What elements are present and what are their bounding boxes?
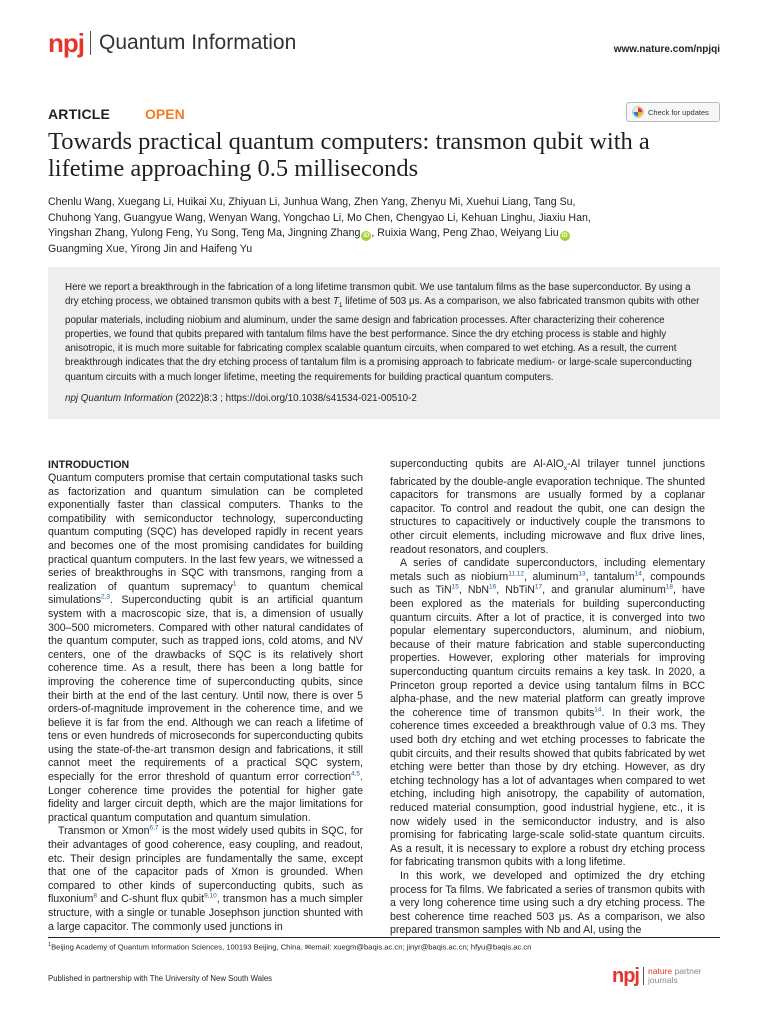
journal-logo[interactable]: [48, 30, 296, 56]
article-meta-row: [48, 106, 720, 126]
journal-header: [48, 30, 720, 64]
paragraph: In this work, we developed and optimized the dry etching process for Ta films. We fabricated a series of transmon qubits with a very long coherence time using such a dry etching process. The best coherence time reached 503 μs. As a comparison, we also prepared transmon samples with Nb and Al, using the: [390, 869, 705, 937]
article-type-label: ARTICLE: [48, 106, 111, 122]
abstract-citation: npj Quantum Information (2022)8:3 ; https://doi.org/10.1038/s41534-021-00510-2: [65, 393, 417, 405]
author-line: Guangming Xue, Yirong Jin and Haifeng Yu: [48, 242, 253, 255]
reference-link[interactable]: 14: [634, 570, 642, 578]
reference-link[interactable]: 1: [232, 580, 237, 588]
author-line: Chuhong Yang, Guangyue Wang, Wenyan Wang, Yongchao Li, Mo Chen, Chengyao Li, Kehuan Linghu, Jiaxiu Han,: [48, 211, 591, 224]
logo-divider: [90, 31, 91, 55]
orcid-icon[interactable]: iD: [561, 233, 568, 239]
envelope-icon: ✉: [304, 942, 312, 952]
check-updates-icon: [632, 106, 644, 118]
paragraph: Quantum computers promise that certain computational tasks such as factorization and quantum simulation can be completed exponentially faster than classical computers. Thanks to the compatibility with semiconductor technology, superconducting quantum computing (SQC) has developed rapidly in recent years and becomes one of the most promising candidates for building practical quantum computers. In the last few years, we witnessed a series of breakthroughs in SQC with transmons, ranging from a realization of quantum supremacy$^1$ to quantum chemical simulations$^{2,3}$. Superconducting qubit is an artificial quantum system with a macroscopic size, that is, a dimension of usually 300–500 micrometers. Compared with other natural candidates of the quantum computer, such as trapped ions, cold atoms, and NV centers, one of the drawbacks of SQC is its relatively short coherence time. As a result, there has been a long battle for improving the coherence time of superconducting qubits, since their birth at the end of the last century. Until now, there is over 5 orders-of-magnitude improvement in the coherence time, and we believe it is far from the end. Although we can reach a lifetime of tens or even hundreds of microseconds for superconducting qubits using the state-of-the-art transmon design and fabrications, it still cannot meet the requirements of a practical SQC system, especially for the error threshold of quantum error correction$^{4,5}$. Longer coherence time provides the potential for higher gate fidelity and larger circuit depth, which are the major limitations for practical quantum computation and quantum simulation.: [48, 472, 363, 824]
author-line: Yingshan Zhang, Yulong Feng, Yu Song, Teng Ma, Jingning Zhang iD , Ruixia Wang, Peng Zhao, Weiyang Liu iD: [48, 227, 568, 239]
paragraph: A series of candidate superconductors, including elementary metals such as niobium$^{11,12}$, aluminum$^{13}$, tantalum$^{14}$, compounds such as TiN$^{15}$, NbN$^{16}$, NbTiN$^{17}$, and granular aluminum$^{18}$, have been explored as the materials for building superconducting quantum circuits. After a lot of practice, it is converged into two popular elementary superconductors, aluminum, and niobium, because of their mature fabrication and stable superconducting properties. However, exploring other materials for improving superconducting quantum circuits remains a key task. In 2020, a Princeton group reported a device using tantalum films in BCC alpha-phase, and the new material platform can greatly improve the coherence time of transmon qubits$^{14}$. In their work, the coherence times exceeded a breakthrough value of 0.3 ms. They used both dry etching and wet etching processes to fabricate the qubit circuits, and their results showed that qubits fabricated by wet etching were better than those by dry etching. However, as dry etching technology has a lot of advantages when compared to wet etching, including high anisotropy, the capability of automation, reduced material consumption, good industrial hygiene, etc., it is now widely used in the semiconductor industry, and is also promising for fabricating large-scale solid-state quantum circuits. As a result, it is necessary to explore a robust dry etching process for fabricating transmon qubits with a long lifetime.: [390, 557, 706, 869]
reference-link[interactable]: 6,7: [149, 824, 159, 832]
section-heading: INTRODUCTION: [48, 459, 130, 471]
reference-link[interactable]: 4,5: [351, 770, 361, 778]
footer-partnership: Published in partnership with The University of New South Wales: [48, 974, 273, 983]
site-url-link[interactable]: www.nature.com/npjqi: [613, 44, 720, 55]
paragraph: superconducting qubits are Al-AlO$_x$-Al trilayer tunnel junctions fabricated by the double-angle evaporation technique. The shunted capacitors for transmons are usually formed by a coplanar capacitor. To control and readout the qubit, one can design the structures to capacitively or inductively couple the transmons to other circuit elements, including microwave and flux drive lines, readout resonators, and couplers.: [390, 458, 705, 556]
email-links[interactable]: email: xuegm@baqis.ac.cn; jinyr@baqis.ac.cn; hfyu@baqis.ac.cn: [311, 942, 532, 952]
reference-link[interactable]: 16: [489, 583, 497, 591]
abstract-text: Here we report a breakthrough in the fabrication of a long lifetime transmon qubit. We use tantalum films as the base superconductor. By using a dry etching process, we obtained transmon qubits with a best $T_1$ lifetime of 503 μs. As a comparison, we also fabricated transmon qubits with other popular materials, including niobium and aluminum, under the same design and fabrication processes. After characterizing their coherence properties, we found that qubits prepared with tantalum films have the best performance. Since the dry etching process is stable and highly anisotropic, it is much more suitable for fabricating complex scalable quantum circuits, when compared to wet etching. As a result, the current breakthrough indicates that the dry etching process of tantalum film is a promising approach to fabricate medium- or large-scale superconducting quantum circuits with a much longer lifetime, meeting the requirements for building practical quantum computers.: [65, 282, 700, 383]
paragraph: Transmon or Xmon$^{6,7}$ is the most widely used qubits in SQC, for their advantages of good coherence, easy coupling, and readout, etc. Their design principles are fundamentally the same, except that one of the capacitor pads of Xmon is grounded. When compared to other kinds of superconducting qubits, such as fluxonium$^8$ and C-shunt flux qubit$^{9,10}$, transmon has a much simpler structure, with a single or tunable Josephson junction shunted with a large capacitor. The commonly used junctions in: [48, 824, 364, 933]
orcid-icon[interactable]: iD: [363, 233, 370, 239]
footer-logo-divider: [643, 967, 644, 985]
open-access-label: OPEN: [145, 106, 185, 122]
reference-link[interactable]: 8: [93, 892, 97, 900]
check-updates-label: Check for updates: [648, 107, 709, 117]
reference-link[interactable]: 14: [594, 706, 602, 714]
footnote-divider: [48, 937, 720, 938]
author-line: Chenlu Wang, Xuegang Li, Huikai Xu, Zhiyuan Li, Junhua Wang, Zhen Yang, Zhenyu Mi, Xuehui Liang, Tang Su,: [48, 196, 576, 208]
doi-link[interactable]: (2022)8:3 ; https://doi.org/10.1038/s41534-021-00510-2: [172, 393, 417, 405]
footer-logo[interactable]: [612, 962, 720, 990]
reference-link[interactable]: 15: [451, 583, 459, 591]
reference-link[interactable]: 13: [578, 570, 586, 578]
reference-link[interactable]: 2,3: [101, 593, 111, 601]
abstract-box: [48, 267, 720, 419]
journal-name: Quantum Information: [99, 31, 297, 54]
article-title: Towards practical quantum computers: transmon qubit with a lifetime approaching 0.5 milliseconds: [48, 128, 650, 182]
affiliation-footnote: $^1$Beijing Academy of Quantum Information Sciences, 100193 Beijing, China. ✉email: xuegm@baqis.ac.cn; jinyr@baqis.ac.cn; hfyu@baqis.ac.cn: [48, 942, 532, 952]
reference-link[interactable]: 18: [665, 583, 674, 591]
reference-link[interactable]: 17: [534, 583, 543, 591]
nature-partner-journals-text: nature partner journals: [648, 966, 702, 985]
reference-link[interactable]: 11,12: [508, 570, 525, 578]
footer-npj-mark: npj: [612, 964, 639, 987]
author-list: [48, 195, 720, 257]
reference-link[interactable]: 9,10: [204, 892, 217, 900]
body-column-left: [48, 458, 363, 934]
body-column-right: [390, 458, 705, 938]
npj-logo-mark: npj: [48, 28, 84, 58]
check-for-updates-button[interactable]: [626, 102, 720, 122]
